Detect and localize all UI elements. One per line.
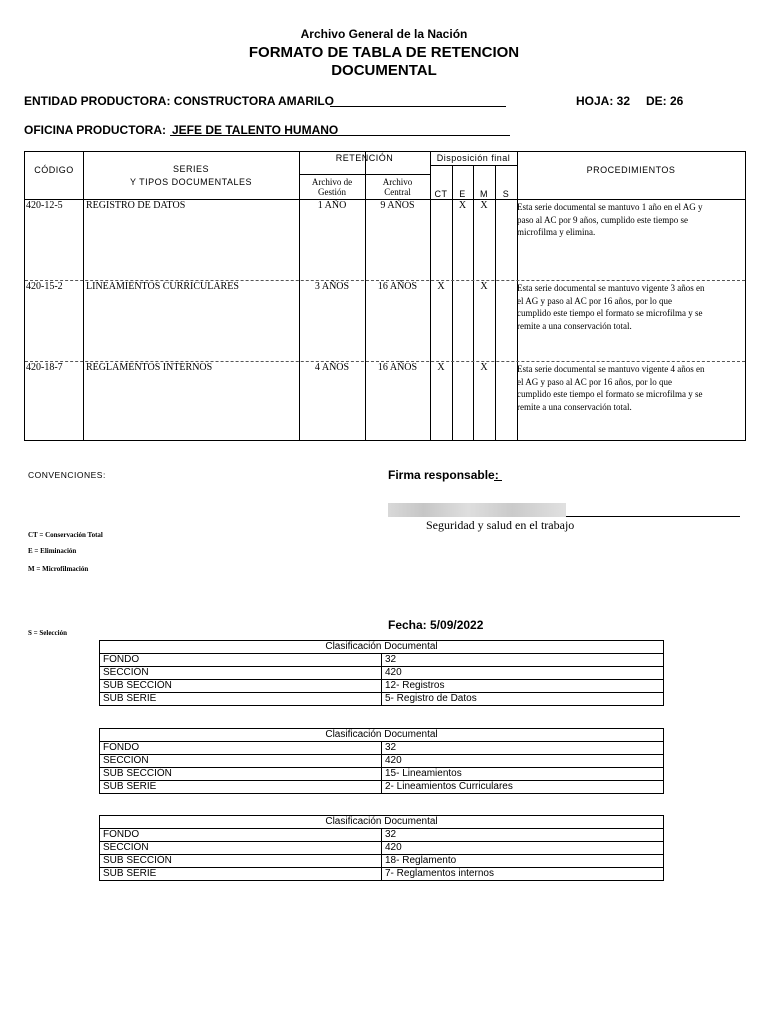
subserie-value: 7- Reglamentos internos [382, 868, 664, 881]
fondo-value: 32 [382, 742, 664, 755]
row-serie: REGLAMENTOS INTERNOS [86, 362, 213, 373]
subseccion-label: SUB SECCIÓN [100, 680, 382, 693]
row-serie: REGISTRO DE DATOS [86, 200, 186, 211]
fondo-label: FONDO [100, 742, 382, 755]
archive-name: Archivo General de la Nación [300, 27, 468, 41]
row-ct: X [437, 362, 445, 373]
header-m: M [480, 189, 488, 199]
row-codigo: 420-12-5 [26, 200, 63, 211]
classification-title: Clasificación Documental [100, 816, 664, 829]
subseccion-value: 12- Registros [382, 680, 664, 693]
header-disposicion-final: Disposición final [436, 153, 511, 163]
fecha: Fecha: 5/09/2022 [388, 618, 484, 632]
classification-table [99, 728, 664, 794]
signature-line [566, 516, 740, 517]
fondo-value: 32 [382, 829, 664, 842]
header-retencion: RETENCIÓN [335, 153, 394, 163]
header-archivo-central: Archivo Central [382, 177, 413, 197]
row-serie: LINEAMIENTOS CURRICULARES [86, 281, 239, 292]
fondo-value: 32 [382, 654, 664, 667]
retention-table [24, 151, 746, 441]
subseccion-value: 18- Reglamento [382, 855, 664, 868]
subserie-value: 2- Lineamientos Curriculares [382, 781, 664, 794]
row-procedimiento: Esta serie documental se mantuvo vigente 4 años en el AG y paso al AC por 16 años, por lo que cumplido este tiempo el formato se microfilma y se remite a una conservación total. [517, 364, 705, 412]
oficina-label: OFICINA PRODUCTORA: [24, 123, 166, 137]
signature-image [388, 503, 566, 517]
seccion-value: 420 [382, 755, 664, 768]
row-procedimiento: Esta serie documental se mantuvo vigente 3 años en el AG y paso al AC por 16 años, por lo que cumplido este tiempo el formato se microfilma y se remite a una conservación total. [517, 283, 705, 331]
header-codigo: CÓDIGO [34, 165, 74, 175]
row-central: 9 AÑOS [380, 200, 415, 211]
firma-underline [494, 480, 502, 481]
convention-e: E = Eliminación [28, 547, 77, 555]
classification-title: Clasificación Documental [100, 729, 664, 742]
header-archivo-gestion: Archivo de Gestión [311, 177, 353, 197]
convention-m: M = Microfilmación [28, 565, 89, 573]
document-title-line1: FORMATO DE TABLA DE RETENCION [248, 44, 520, 61]
convention-s: S = Selección [28, 629, 67, 637]
firma-responsable-label: Firma responsable: [388, 468, 499, 482]
document-title-line2: DOCUMENTAL [331, 62, 437, 79]
subserie-label: SUB SERIE [100, 781, 382, 794]
hoja-total: DE: 26 [646, 94, 684, 108]
row-m: X [480, 281, 488, 292]
header-ct: CT [434, 189, 448, 199]
oficina-underline [170, 135, 510, 136]
header-s: S [502, 189, 510, 199]
classification-table [99, 640, 664, 706]
row-ct: X [437, 281, 445, 292]
row-gestion: 1 AÑO [317, 200, 347, 211]
row-central: 16 AÑOS [377, 281, 418, 292]
subserie-label: SUB SERIE [100, 693, 382, 706]
row-gestion: 4 AÑOS [314, 362, 350, 373]
subserie-value: 5- Registro de Datos [382, 693, 664, 706]
classification-table [99, 815, 664, 881]
oficina-value: JEFE DE TALENTO HUMANO [172, 123, 339, 137]
seccion-label: SECCIÓN [100, 755, 382, 768]
seccion-label: SECCIÓN [100, 842, 382, 855]
header-tipos-documentales: Y TIPOS DOCUMENTALES [129, 177, 253, 187]
subseccion-label: SUB SECCIÓN [100, 855, 382, 868]
fondo-label: FONDO [100, 829, 382, 842]
row-central: 16 AÑOS [377, 362, 418, 373]
subseccion-value: 15- Lineamientos [382, 768, 664, 781]
subserie-label: SUB SERIE [100, 868, 382, 881]
seccion-label: SECCIÓN [100, 667, 382, 680]
row-codigo: 420-18-7 [26, 362, 63, 373]
seccion-value: 420 [382, 842, 664, 855]
header-e: E [459, 189, 466, 199]
subseccion-label: SUB SECCIÓN [100, 768, 382, 781]
row-gestion: 3 AÑOS [314, 281, 350, 292]
signature-role: Seguridad y salud en el trabajo [426, 518, 575, 532]
row-m: X [480, 362, 488, 373]
row-procedimiento: Esta serie documental se mantuvo 1 año en el AG y paso al AC por 9 años, cumplido este tiempo se microfilma y elimina. [517, 202, 703, 237]
fondo-label: FONDO [100, 654, 382, 667]
conventions-title: CONVENCIONES: [28, 470, 106, 480]
header-procedimientos: PROCEDIMIENTOS [586, 165, 676, 175]
entidad-productora: ENTIDAD PRODUCTORA: CONSTRUCTORA AMARILO [24, 94, 334, 108]
row-e: X [458, 200, 467, 211]
row-m: X [480, 200, 488, 211]
hoja-number: HOJA: 32 [576, 94, 631, 108]
seccion-value: 420 [382, 667, 664, 680]
entidad-underline [330, 106, 506, 107]
header-series: SERIES [172, 164, 209, 174]
classification-title: Clasificación Documental [100, 641, 664, 654]
row-codigo: 420-15-2 [26, 281, 63, 292]
convention-ct: CT = Conservación Total [28, 531, 103, 539]
